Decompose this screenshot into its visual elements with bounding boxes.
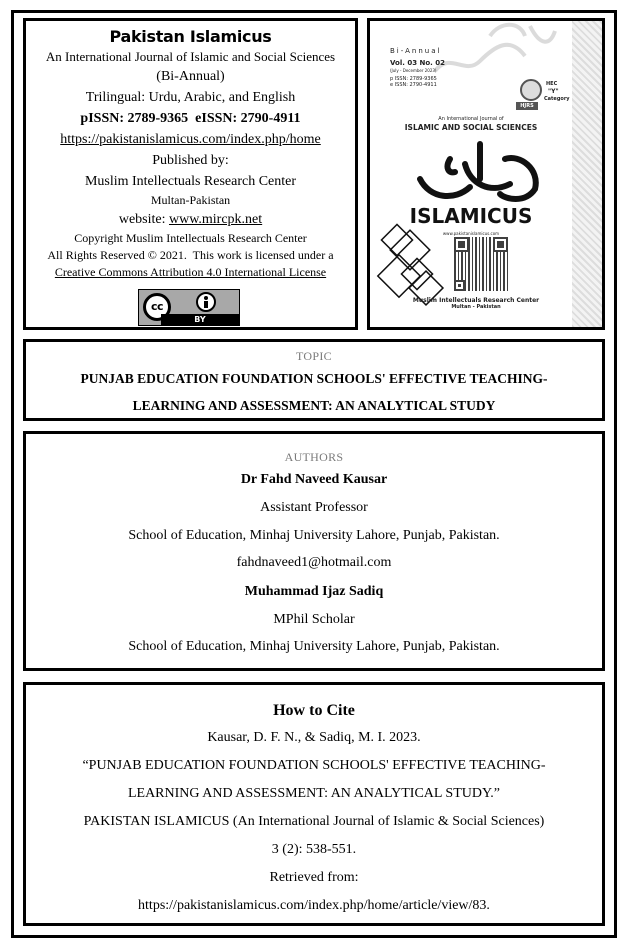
topic-title-line-1: PUNJAB EDUCATION FOUNDATION SCHOOLS' EFFECTIVE TEACHING- <box>80 371 548 386</box>
topic-box <box>23 339 605 421</box>
citation-url[interactable]: https://pakistanislamicus.com/index.php/home/article/view/83. <box>138 898 490 913</box>
cover-ornament-pattern <box>572 21 602 327</box>
cover-category-label: Category <box>544 96 570 102</box>
license-link[interactable]: Creative Commons Attribution 4.0 International License <box>54 265 327 279</box>
cover-subject: ISLAMIC AND SOCIAL SCIENCES <box>404 123 538 132</box>
cc-by-license-badge[interactable] <box>138 289 240 326</box>
website-link[interactable]: www.mircpk.net <box>168 212 263 227</box>
author-position: Assistant Professor <box>260 500 368 515</box>
author-affiliation: School of Education, Minhaj University Lahore, Punjab, Pakistan. <box>128 527 500 543</box>
citation-box <box>23 682 605 926</box>
journal-frequency: (Bi-Annual) <box>156 69 225 84</box>
topic-label: TOPIC <box>296 349 332 363</box>
author-position: MPhil Scholar <box>273 611 355 627</box>
citation-authors-year: Kausar, D. F. N., & Sadiq, M. I. 2023. <box>207 730 421 745</box>
cc-icon: cc <box>143 293 171 321</box>
cover-period: (July - December 2023) <box>390 68 437 73</box>
cover-intl-label: An International Journal of <box>438 116 504 122</box>
publisher-name: Muslim Intellectuals Research Center <box>84 174 297 189</box>
qr-code <box>454 237 508 291</box>
author-name: Muhammad Ijaz Sadiq <box>244 583 384 599</box>
citation-retrieved-label: Retrieved from: <box>269 870 359 885</box>
author-affiliation: School of Education, Minhaj University Lahore, Punjab, Pakistan. <box>128 639 500 654</box>
hec-seal-icon <box>520 79 542 101</box>
cover-publisher: Muslim Intellectuals Research Center <box>412 297 540 304</box>
cover-pissn: p ISSN: 2789-9365 <box>390 76 437 82</box>
by-label: BY <box>161 314 239 325</box>
journal-info-box <box>23 18 358 330</box>
cover-logo-text: ISLAMICUS <box>409 204 533 228</box>
authors-label: AUTHORS <box>284 450 344 464</box>
cover-frequency: Bi-Annual <box>390 47 442 55</box>
journal-issn: pISSN: 2789-9365 eISSN: 2790-4911 <box>80 111 301 126</box>
citation-title-line-1: “PUNJAB EDUCATION FOUNDATION SCHOOLS' EFFECTIVE TEACHING- <box>82 758 546 773</box>
cover-volume: Vol. 03 No. 02 <box>390 59 446 67</box>
urdu-calligraphy-logo-icon <box>410 139 550 209</box>
citation-title-line-2: LEARNING AND ASSESSMENT: AN ANALYTICAL STUDY.” <box>127 786 501 801</box>
rights-text: All Rights Reserved © 2021. This work is licensed under a <box>47 248 334 262</box>
cover-calligraphy-watermark <box>430 18 560 86</box>
author-email[interactable]: fahdnaveed1@hotmail.com <box>236 555 392 570</box>
published-by-label: Published by: <box>152 153 229 168</box>
copyright-text: Copyright Muslim Intellectuals Research Center <box>74 231 307 245</box>
citation-journal: PAKISTAN ISLAMICUS (An International Journal of Islamic & Social Sciences) <box>83 814 545 829</box>
citation-heading: How to Cite <box>273 702 355 719</box>
attribution-person-icon <box>196 292 216 312</box>
hjrs-badge: HJRS <box>516 102 538 110</box>
cover-website: www.pakistanislamicus.com <box>442 231 500 236</box>
cover-location: Multan - Pakistan <box>451 304 501 310</box>
journal-subtitle: An International Journal of Islamic and Social Sciences <box>45 49 336 64</box>
topic-title-line-2: LEARNING AND ASSESSMENT: AN ANALYTICAL STUDY <box>132 398 496 413</box>
journal-languages: Trilingual: Urdu, Arabic, and English <box>85 90 296 105</box>
cover-eissn: e ISSN: 2790-4911 <box>390 82 437 88</box>
author-name: Dr Fahd Naveed Kausar <box>240 472 388 487</box>
cover-hec-category: "Y" <box>548 88 559 95</box>
website-label: website: <box>118 212 169 227</box>
cover-hec: HEC <box>546 81 558 87</box>
citation-volume-pages: 3 (2): 538-551. <box>271 842 357 857</box>
journal-cover-image <box>367 18 605 330</box>
journal-home-link[interactable]: https://pakistanislamicus.com/index.php/home <box>60 132 321 147</box>
publisher-location: Multan-Pakistan <box>150 193 231 207</box>
journal-title: Pakistan Islamicus <box>109 27 272 46</box>
authors-box <box>23 431 605 671</box>
